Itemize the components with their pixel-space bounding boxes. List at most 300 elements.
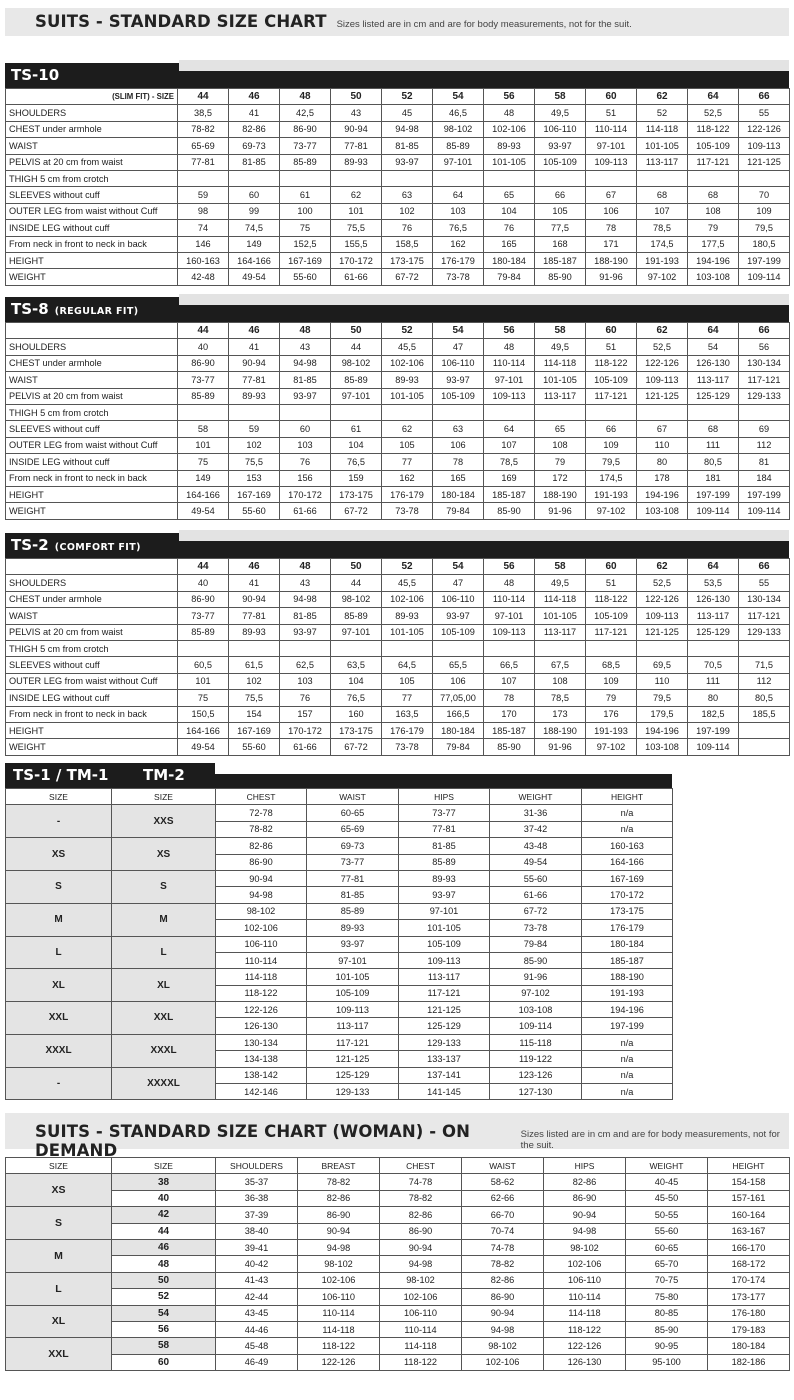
measurement-value: 109-114: [739, 503, 790, 519]
measurement-value: 191-193: [637, 252, 688, 268]
ts8-size-66: 66: [739, 323, 790, 339]
measurement-value: 102-106: [544, 1256, 626, 1272]
measurement-value: 76: [382, 220, 433, 236]
measurement-value: 81-85: [399, 838, 490, 854]
measurement-value: 38-40: [216, 1223, 298, 1239]
measurement-value: 103-108: [490, 1002, 582, 1018]
measurement-value: 79,5: [739, 220, 790, 236]
measurement-value: 176-179: [433, 252, 484, 268]
measurement-value: 197-199: [688, 486, 739, 502]
measurement-value: 51: [586, 575, 637, 591]
measurement-value: 99: [229, 203, 280, 219]
measurement-value: 107: [484, 673, 535, 689]
measurement-value: 52,5: [637, 575, 688, 591]
measurement-value: 51: [586, 105, 637, 121]
measurement-value: 180-184: [433, 486, 484, 502]
measurement-value: 90-94: [331, 121, 382, 137]
measurement-value: 67-72: [331, 503, 382, 519]
measurement-value: 129-133: [739, 624, 790, 640]
measurement-value: 197-199: [739, 486, 790, 502]
measurement-value: 73-78: [382, 503, 433, 519]
measurement-label: From neck in front to neck in back: [6, 470, 178, 486]
measurement-value: 188-190: [535, 722, 586, 738]
measurement-value: 170-172: [331, 252, 382, 268]
measurement-value: n/a: [582, 1034, 673, 1050]
ts2-header-black-bar: [179, 541, 789, 558]
ts2-label-text: TS-2: [11, 536, 49, 554]
measurement-value: 109-113: [484, 624, 535, 640]
measurement-value: 89-93: [484, 138, 535, 154]
measurement-value: 105-109: [433, 388, 484, 404]
measurement-value: 118-122: [544, 1321, 626, 1337]
column-header: WEIGHT: [626, 1158, 708, 1174]
measurement-value: 117-121: [586, 624, 637, 640]
measurement-value: 130-134: [739, 591, 790, 607]
measurement-label: THIGH 5 cm from crotch: [6, 170, 178, 186]
measurement-value: 82-86: [380, 1207, 462, 1223]
ts10-size-48: 48: [280, 89, 331, 105]
measurement-value: 167-169: [229, 486, 280, 502]
measurement-label: OUTER LEG from waist without Cuff: [6, 437, 178, 453]
measurement-value: 85-90: [535, 269, 586, 285]
table-row: [6, 739, 790, 755]
woman-size-number: 40: [112, 1190, 216, 1206]
measurement-value: 102-106: [382, 591, 433, 607]
table-row: [6, 1207, 790, 1223]
woman-size: XL: [6, 1305, 112, 1338]
measurement-value: 93-97: [280, 388, 331, 404]
measurement-value: 81-85: [280, 372, 331, 388]
table-row: [6, 1354, 790, 1370]
measurement-value: 90-94: [229, 591, 280, 607]
measurement-value: 35-37: [216, 1174, 298, 1190]
ts1-section: [5, 762, 672, 1100]
table-row: [6, 1305, 790, 1321]
measurement-value: 110-114: [586, 121, 637, 137]
measurement-value: 105-109: [586, 372, 637, 388]
ts2-size-header: [6, 559, 178, 575]
measurement-value: 38,5: [178, 105, 229, 121]
measurement-value: 55: [739, 105, 790, 121]
ts8-label-text: TS-8: [11, 300, 49, 318]
measurement-value: 97-101: [484, 608, 535, 624]
chart-note: Sizes listed are in cm and are for body measurements, not for the suit.: [336, 19, 632, 30]
measurement-value: 65,5: [433, 657, 484, 673]
measurement-label: PELVIS at 20 cm from waist: [6, 388, 178, 404]
measurement-label: PELVIS at 20 cm from waist: [6, 154, 178, 170]
measurement-value: 101-105: [399, 920, 490, 936]
measurement-value: 65-69: [178, 138, 229, 154]
measurement-value: 60-65: [307, 805, 399, 821]
measurement-value: 73-78: [433, 269, 484, 285]
measurement-value: 173: [535, 706, 586, 722]
ts10-header: [5, 60, 789, 88]
measurement-value: 110: [637, 437, 688, 453]
ts2-size-66: 66: [739, 559, 790, 575]
ts2-header: [5, 530, 789, 558]
measurement-value: 48: [484, 105, 535, 121]
measurement-value: 101-105: [535, 372, 586, 388]
measurement-value: 176-179: [382, 722, 433, 738]
measurement-value: 172: [535, 470, 586, 486]
measurement-value: 98-102: [380, 1272, 462, 1288]
measurement-value: 106: [586, 203, 637, 219]
measurement-value: 85-89: [399, 854, 490, 870]
measurement-value: 113-117: [399, 969, 490, 985]
measurement-value: 109-114: [490, 1018, 582, 1034]
table-row: [6, 706, 790, 722]
measurement-value: 114-118: [544, 1305, 626, 1321]
measurement-value: 76,5: [331, 454, 382, 470]
measurement-label: INSIDE LEG without cuff: [6, 220, 178, 236]
column-header: SIZE: [112, 789, 216, 805]
measurement-value: 59: [178, 187, 229, 203]
measurement-value: 37-42: [490, 821, 582, 837]
measurement-value: [586, 404, 637, 420]
table-row: [6, 470, 790, 486]
measurement-value: 102-106: [216, 920, 307, 936]
measurement-value: 111: [688, 673, 739, 689]
measurement-value: 101-105: [637, 138, 688, 154]
measurement-value: [280, 640, 331, 656]
measurement-value: 185-187: [484, 486, 535, 502]
ts8-size-58: 58: [535, 323, 586, 339]
measurement-value: 48: [484, 339, 535, 355]
measurement-value: 78: [586, 220, 637, 236]
woman-size: S: [6, 1207, 112, 1240]
measurement-value: 67: [637, 421, 688, 437]
measurement-label: WAIST: [6, 608, 178, 624]
woman-size-number: 60: [112, 1354, 216, 1370]
woman-size-number: 54: [112, 1305, 216, 1321]
measurement-value: 154: [229, 706, 280, 722]
measurement-value: 184: [739, 470, 790, 486]
table-row: [6, 454, 790, 470]
measurement-value: [739, 404, 790, 420]
table-row: [6, 722, 790, 738]
measurement-value: 106-110: [380, 1305, 462, 1321]
measurement-value: 106: [433, 437, 484, 453]
woman-size-number: 38: [112, 1174, 216, 1190]
ts8-table: [5, 322, 790, 520]
ts8-size-64: 64: [688, 323, 739, 339]
measurement-value: 129-133: [307, 1084, 399, 1100]
ts10-header-gray-bar: [179, 60, 789, 71]
measurement-label: CHEST under armhole: [6, 591, 178, 607]
measurement-value: 82-86: [298, 1190, 380, 1206]
ts10-size-46: 46: [229, 89, 280, 105]
measurement-value: 31-36: [490, 805, 582, 821]
measurement-value: 82-86: [544, 1174, 626, 1190]
measurement-value: 86-90: [216, 854, 307, 870]
measurement-value: 85-89: [433, 138, 484, 154]
measurement-value: 179-183: [708, 1321, 790, 1337]
measurement-value: [637, 170, 688, 186]
measurement-value: 194-196: [637, 486, 688, 502]
measurement-value: 37-39: [216, 1207, 298, 1223]
ts10-size-54: 54: [433, 89, 484, 105]
table-row: [6, 252, 790, 268]
measurement-value: 150,5: [178, 706, 229, 722]
table-row: [6, 437, 790, 453]
measurement-value: 94-98: [462, 1321, 544, 1337]
measurement-value: 117-121: [307, 1034, 399, 1050]
measurement-value: [178, 404, 229, 420]
measurement-value: 94-98: [280, 591, 331, 607]
measurement-value: 118-122: [298, 1338, 380, 1354]
measurement-value: 98-102: [331, 591, 382, 607]
measurement-label: THIGH 5 cm from crotch: [6, 640, 178, 656]
measurement-value: 56: [739, 339, 790, 355]
measurement-label: INSIDE LEG without cuff: [6, 454, 178, 470]
table-row: [6, 170, 790, 186]
woman-size-number: 42: [112, 1207, 216, 1223]
measurement-value: 85-89: [331, 372, 382, 388]
measurement-value: 173-175: [331, 722, 382, 738]
measurement-value: 125-129: [399, 1018, 490, 1034]
measurement-value: 125-129: [307, 1067, 399, 1083]
measurement-value: 73-77: [307, 854, 399, 870]
ts2-size-54: 54: [433, 559, 484, 575]
measurement-value: 118-122: [586, 591, 637, 607]
measurement-value: 114-118: [298, 1321, 380, 1337]
table-row: [6, 121, 790, 137]
measurement-value: 49-54: [178, 503, 229, 519]
measurement-value: 77-81: [178, 154, 229, 170]
measurement-value: 95-100: [626, 1354, 708, 1370]
measurement-value: [229, 170, 280, 186]
measurement-value: 85-89: [178, 388, 229, 404]
measurement-value: 105-109: [535, 154, 586, 170]
measurement-value: 73-77: [280, 138, 331, 154]
ts10-section: [5, 60, 789, 286]
measurement-value: 97-101: [331, 388, 382, 404]
measurement-value: 94-98: [544, 1223, 626, 1239]
measurement-value: 110-114: [544, 1289, 626, 1305]
measurement-value: 153: [229, 470, 280, 486]
measurement-value: 130-134: [739, 355, 790, 371]
measurement-value: 134-138: [216, 1051, 307, 1067]
measurement-value: 111: [688, 437, 739, 453]
measurement-value: 194-196: [637, 722, 688, 738]
ts2-size-52: 52: [382, 559, 433, 575]
measurement-value: 188-190: [535, 486, 586, 502]
measurement-value: 73-78: [490, 920, 582, 936]
measurement-value: 73-78: [382, 739, 433, 755]
column-header: BREAST: [298, 1158, 380, 1174]
measurement-value: 75,5: [229, 454, 280, 470]
measurement-value: [688, 170, 739, 186]
measurement-value: 44: [331, 339, 382, 355]
tm2-size: XXL: [112, 1002, 216, 1035]
measurement-value: n/a: [582, 1084, 673, 1100]
measurement-value: 43-48: [490, 838, 582, 854]
measurement-value: 42-44: [216, 1289, 298, 1305]
woman-size-number: 58: [112, 1338, 216, 1354]
measurement-value: [331, 170, 382, 186]
measurement-value: 113-117: [535, 624, 586, 640]
measurement-value: 55-60: [626, 1223, 708, 1239]
measurement-value: 191-193: [586, 722, 637, 738]
ts8-size-46: 46: [229, 323, 280, 339]
measurement-value: 80: [688, 690, 739, 706]
measurement-value: n/a: [582, 821, 673, 837]
measurement-value: 73-77: [178, 608, 229, 624]
measurement-value: [484, 170, 535, 186]
measurement-value: 104: [331, 437, 382, 453]
measurement-value: 64: [433, 187, 484, 203]
woman-size: L: [6, 1272, 112, 1305]
measurement-value: 138-142: [216, 1067, 307, 1083]
measurement-value: 109-114: [688, 503, 739, 519]
measurement-value: 70,5: [688, 657, 739, 673]
table-row: [6, 1223, 790, 1239]
measurement-value: 60: [229, 187, 280, 203]
measurement-value: 77-81: [399, 821, 490, 837]
measurement-value: 98-102: [298, 1256, 380, 1272]
measurement-value: 68,5: [586, 657, 637, 673]
measurement-value: 109-113: [484, 388, 535, 404]
measurement-value: 67-72: [490, 903, 582, 919]
measurement-value: 93-97: [399, 887, 490, 903]
table-row: [6, 486, 790, 502]
measurement-value: 122-126: [637, 355, 688, 371]
measurement-value: 60,5: [178, 657, 229, 673]
measurement-value: 197-199: [688, 722, 739, 738]
measurement-value: 102-106: [382, 355, 433, 371]
measurement-value: 101: [178, 673, 229, 689]
ts10-label-text: TS-10: [11, 66, 60, 84]
measurement-value: 130-134: [216, 1034, 307, 1050]
measurement-value: 77-81: [307, 870, 399, 886]
measurement-value: [484, 404, 535, 420]
measurement-value: 60: [280, 421, 331, 437]
measurement-value: 76: [484, 220, 535, 236]
ts8-label: [5, 297, 179, 322]
woman-size-number: 48: [112, 1256, 216, 1272]
measurement-value: 129-133: [739, 388, 790, 404]
measurement-value: 55-60: [490, 870, 582, 886]
measurement-value: 43-45: [216, 1305, 298, 1321]
measurement-value: 81-85: [229, 154, 280, 170]
tm2-size: XS: [112, 838, 216, 871]
ts10-size-64: 64: [688, 89, 739, 105]
measurement-value: 155,5: [331, 236, 382, 252]
tm2-size: XXXL: [112, 1034, 216, 1067]
measurement-value: 89-93: [382, 608, 433, 624]
measurement-value: [229, 640, 280, 656]
measurement-value: 61: [280, 187, 331, 203]
table-row: [6, 187, 790, 203]
ts8-fit-label: (REGULAR FIT): [54, 306, 139, 317]
measurement-value: 109-113: [399, 952, 490, 968]
measurement-value: 45: [382, 105, 433, 121]
measurement-value: 178: [637, 470, 688, 486]
measurement-value: 77-81: [229, 608, 280, 624]
tm2-size: XL: [112, 969, 216, 1002]
measurement-value: 72-78: [216, 805, 307, 821]
measurement-value: 107: [484, 437, 535, 453]
measurement-value: 93-97: [382, 154, 433, 170]
measurement-label: WEIGHT: [6, 739, 178, 755]
measurement-value: 74-78: [380, 1174, 462, 1190]
measurement-label: WAIST: [6, 372, 178, 388]
column-header: HEIGHT: [708, 1158, 790, 1174]
measurement-value: 110-114: [484, 591, 535, 607]
measurement-value: 46,5: [433, 105, 484, 121]
measurement-value: 103-108: [637, 739, 688, 755]
measurement-label: From neck in front to neck in back: [6, 236, 178, 252]
measurement-value: 63: [382, 187, 433, 203]
measurement-value: 185-187: [484, 722, 535, 738]
measurement-value: 185,5: [739, 706, 790, 722]
measurement-value: 164-166: [582, 854, 673, 870]
measurement-value: [280, 170, 331, 186]
ts10-size-60: 60: [586, 89, 637, 105]
measurement-value: 80-85: [626, 1305, 708, 1321]
measurement-value: 197-199: [739, 252, 790, 268]
measurement-value: 114-118: [535, 355, 586, 371]
table-row: [6, 1272, 790, 1288]
measurement-value: 171: [586, 236, 637, 252]
measurement-label: HEIGHT: [6, 722, 178, 738]
measurement-value: 49-54: [178, 739, 229, 755]
ts8-size-50: 50: [331, 323, 382, 339]
measurement-value: 106-110: [216, 936, 307, 952]
measurement-value: 69-73: [307, 838, 399, 854]
measurement-value: 80: [637, 454, 688, 470]
measurement-value: 49-54: [490, 854, 582, 870]
measurement-value: 61-66: [280, 503, 331, 519]
measurement-value: 91-96: [490, 969, 582, 985]
table-row: [6, 269, 790, 285]
measurement-value: 105-109: [399, 936, 490, 952]
measurement-value: 90-94: [298, 1223, 380, 1239]
table-row: [6, 1174, 790, 1190]
measurement-label: SHOULDERS: [6, 339, 178, 355]
measurement-value: 97-101: [307, 952, 399, 968]
woman-size-number: 56: [112, 1321, 216, 1337]
measurement-value: 62: [331, 187, 382, 203]
measurement-value: 117-121: [688, 154, 739, 170]
measurement-value: 113-117: [535, 388, 586, 404]
table-row: [6, 640, 790, 656]
measurement-value: 61,5: [229, 657, 280, 673]
measurement-value: 65: [535, 421, 586, 437]
measurement-label: WEIGHT: [6, 269, 178, 285]
measurement-value: 79-84: [433, 503, 484, 519]
measurement-value: 101-105: [382, 388, 433, 404]
measurement-value: [688, 404, 739, 420]
measurement-value: 113-117: [688, 608, 739, 624]
measurement-value: 176-179: [582, 920, 673, 936]
ts2-table: [5, 558, 790, 756]
measurement-value: 89-93: [307, 920, 399, 936]
measurement-value: 62: [382, 421, 433, 437]
measurement-value: 75-80: [626, 1289, 708, 1305]
measurement-value: 98-102: [331, 355, 382, 371]
measurement-value: 112: [739, 437, 790, 453]
ts10-label: [5, 63, 179, 88]
table-row: [6, 1067, 673, 1083]
measurement-value: 55-60: [229, 503, 280, 519]
measurement-value: 105-109: [586, 608, 637, 624]
measurement-value: 90-94: [544, 1207, 626, 1223]
ts10-size-row: [6, 89, 790, 105]
table-row: [6, 673, 790, 689]
measurement-value: 180-184: [708, 1338, 790, 1354]
measurement-value: 109-113: [637, 608, 688, 624]
